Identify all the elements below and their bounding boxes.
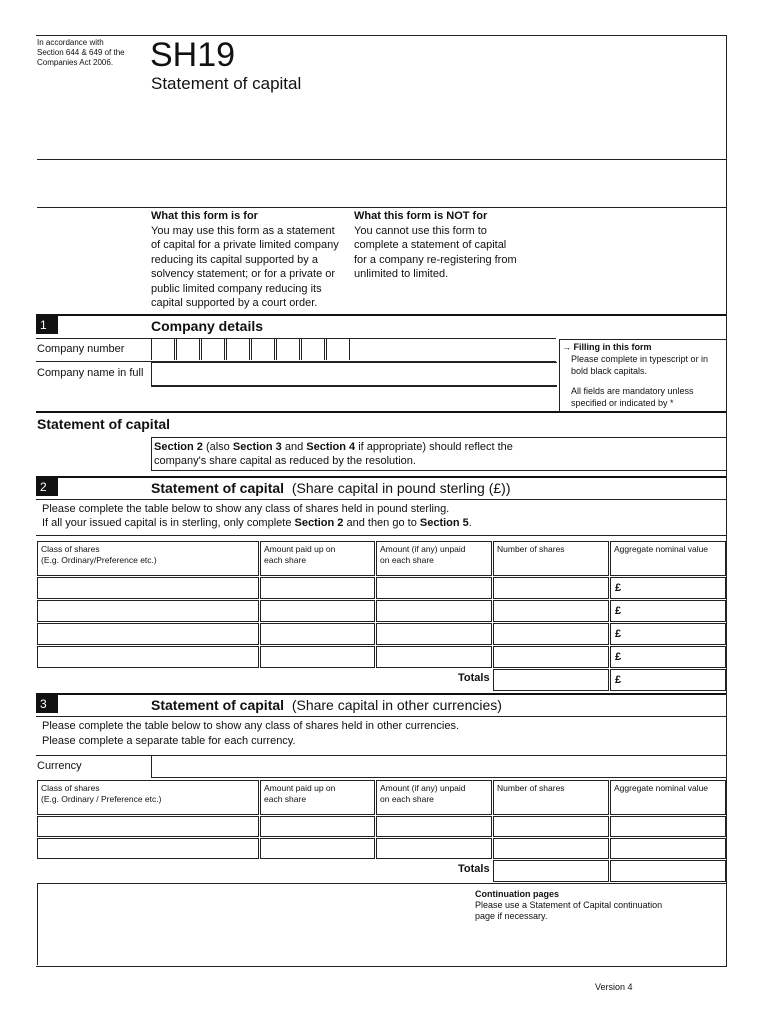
amount-unpaid-input[interactable]	[376, 600, 492, 622]
amount-paid-input[interactable]	[260, 838, 375, 859]
col-header-text: Amount (if any) unpaid	[380, 783, 466, 793]
class-of-shares-input[interactable]	[37, 646, 259, 668]
divider	[36, 535, 726, 536]
form-title: Statement of capital	[151, 74, 302, 93]
instruction-text: If all your issued capital is in sterling, only complete	[42, 517, 295, 529]
continuation-line: Please use a Statement of Capital continuation	[475, 900, 663, 910]
form-not-purpose-line: You cannot use this form to	[354, 224, 487, 237]
form-purpose-line: You may use this form as a statement	[151, 224, 335, 237]
amount-paid-input[interactable]	[260, 646, 375, 668]
guidance-box	[562, 341, 724, 409]
col-aggregate-nominal	[610, 541, 726, 576]
legal-note	[37, 38, 142, 68]
form-purpose-line: reducing its capital supported by a	[151, 253, 318, 266]
continuation-note	[475, 889, 715, 922]
guidance-line: Please complete in typescript or in	[571, 354, 709, 364]
company-number-digit[interactable]	[326, 338, 350, 360]
form-not-purpose	[354, 209, 554, 282]
continuation-line: page if necessary.	[475, 911, 548, 921]
form-purpose-line: capital supported by a court order.	[151, 297, 318, 309]
col-header-text: Number of shares	[497, 783, 565, 793]
form-code: SH19	[150, 36, 236, 74]
col-header-text: on each share	[380, 794, 434, 804]
divider	[36, 716, 726, 717]
statement-note	[151, 437, 726, 471]
form-not-purpose-title: What this form is NOT for	[354, 210, 488, 222]
pound-symbol: £	[615, 674, 622, 686]
col-number-of-shares	[493, 780, 609, 815]
col-header-text: each share	[264, 555, 307, 565]
section-title: Company details	[151, 318, 264, 334]
col-aggregate-nominal	[610, 780, 726, 815]
number-of-shares-input[interactable]	[493, 838, 609, 859]
company-number-digit[interactable]	[226, 338, 250, 360]
instruction: Please complete the table below to show any class of shares held in other currencies.	[42, 720, 460, 732]
company-number-digit[interactable]	[276, 338, 300, 360]
company-number-digit[interactable]	[301, 338, 325, 360]
amount-unpaid-input[interactable]	[376, 623, 492, 645]
amount-unpaid-input[interactable]	[376, 838, 492, 859]
amount-unpaid-input[interactable]	[376, 646, 492, 668]
version-label: Version 4	[595, 982, 633, 992]
col-header-text: Class of shares	[41, 783, 100, 793]
divider	[37, 159, 726, 160]
arrow-icon: →	[562, 342, 571, 352]
instruction: Please complete the table below to show any class of shares held in pound sterling.	[42, 503, 450, 515]
section-rule	[36, 314, 726, 316]
guidance-title: Filling in this form	[573, 342, 652, 352]
col-amount-unpaid	[376, 541, 492, 576]
aggregate-nominal-input[interactable]	[610, 600, 726, 622]
totals-label: Totals	[458, 863, 490, 875]
class-of-shares-input[interactable]	[37, 816, 259, 837]
section-rule	[36, 693, 726, 695]
divider	[151, 386, 557, 387]
legal-note-line: Companies Act 2006.	[37, 58, 114, 67]
instruction-ref: Section 2	[294, 517, 344, 529]
pound-symbol: £	[615, 628, 622, 640]
col-header-text: Amount (if any) unpaid	[380, 544, 466, 554]
currency-input[interactable]	[151, 756, 726, 778]
currency-label: Currency	[37, 760, 82, 772]
aggregate-nominal-input[interactable]	[610, 646, 726, 668]
amount-paid-input[interactable]	[260, 577, 375, 599]
col-header-text: (E.g. Ordinary / Preference etc.)	[41, 794, 162, 804]
total-number-of-shares[interactable]	[493, 669, 609, 691]
note-ref: Section 4	[306, 441, 356, 453]
col-class-of-shares	[37, 780, 259, 815]
note-ref: Section 3	[232, 441, 282, 453]
col-header-text: Amount paid up on	[264, 544, 336, 554]
total-number-of-shares[interactable]	[493, 860, 609, 882]
company-number-digit[interactable]	[151, 338, 175, 360]
form-purpose-title: What this form is for	[151, 210, 258, 222]
divider	[36, 499, 726, 500]
legal-note-line: Section 644 & 649 of the	[37, 48, 125, 57]
instruction	[42, 516, 472, 531]
col-number-of-shares	[493, 541, 609, 576]
col-header-text: on each share	[380, 555, 434, 565]
col-amount-paid	[260, 780, 375, 815]
statement-heading: Statement of capital	[37, 416, 171, 432]
col-header-text: Aggregate nominal value	[614, 544, 709, 554]
pound-symbol: £	[615, 605, 622, 617]
totals-label: Totals	[458, 672, 490, 684]
section-rule	[36, 411, 726, 413]
company-number-digit[interactable]	[176, 338, 200, 360]
number-of-shares-input[interactable]	[493, 577, 609, 599]
section-number: 3	[36, 695, 58, 713]
col-header-text: Amount paid up on	[264, 783, 336, 793]
note-ref: Section 2	[154, 441, 203, 453]
amount-unpaid-input[interactable]	[376, 816, 492, 837]
class-of-shares-input[interactable]	[37, 838, 259, 859]
col-header-text: each share	[264, 794, 307, 804]
instruction: Please complete a separate table for each currency.	[42, 735, 296, 747]
form-not-purpose-line: complete a statement of capital	[354, 239, 507, 251]
company-number-digit[interactable]	[201, 338, 225, 360]
section-title: Statement of capital	[151, 697, 285, 713]
form-purpose-line: of capital for a private limited company	[151, 239, 339, 251]
section-title: Statement of capital	[151, 480, 285, 496]
number-of-shares-input[interactable]	[493, 646, 609, 668]
col-amount-paid	[260, 541, 375, 576]
divider	[37, 207, 726, 208]
class-of-shares-input[interactable]	[37, 577, 259, 599]
instruction-text: .	[468, 517, 472, 529]
legal-note-line: In accordance with	[37, 38, 104, 47]
aggregate-nominal-input[interactable]	[610, 816, 726, 837]
aggregate-nominal-input[interactable]	[610, 623, 726, 645]
form-purpose	[151, 209, 346, 311]
total-aggregate-nominal[interactable]	[610, 860, 726, 882]
section-subtitle: (Share capital in pound sterling (£))	[291, 480, 511, 496]
guidance-line: All fields are mandatory unless	[571, 386, 694, 396]
form-purpose-line: solvency statement; or for a private or	[151, 268, 336, 280]
guidance-rule	[559, 339, 560, 411]
continuation-title: Continuation pages	[475, 889, 559, 899]
guidance-line: specified or indicated by *	[571, 398, 674, 408]
form-purpose-line: public limited company reducing its	[151, 282, 322, 295]
instruction-text: and then go to	[343, 517, 420, 529]
note-text: (also	[202, 441, 233, 453]
section-rule	[36, 476, 726, 478]
aggregate-nominal-input[interactable]	[610, 838, 726, 859]
note-text: if appropriate) should reflect the	[355, 441, 513, 453]
note-text: company's share capital as reduced by the resolution.	[154, 455, 416, 467]
amount-paid-input[interactable]	[260, 816, 375, 837]
col-header-text: (E.g. Ordinary/Preference etc.)	[41, 555, 157, 565]
col-header-text: Aggregate nominal value	[614, 783, 709, 793]
note-text: and	[281, 441, 307, 453]
company-name-input[interactable]	[151, 362, 557, 386]
number-of-shares-input[interactable]	[493, 816, 609, 837]
form-not-purpose-line: unlimited to limited.	[354, 268, 449, 280]
company-number-digit[interactable]	[251, 338, 275, 360]
instruction-ref: Section 5	[419, 517, 469, 529]
guidance-line: bold black capitals.	[571, 366, 648, 376]
pound-symbol: £	[615, 651, 622, 663]
col-header-text: Class of shares	[41, 544, 100, 554]
form-not-purpose-line: for a company re-registering from	[354, 253, 517, 266]
aggregate-nominal-input[interactable]	[610, 577, 726, 599]
col-class-of-shares	[37, 541, 259, 576]
number-of-shares-input[interactable]	[493, 600, 609, 622]
pound-symbol: £	[615, 582, 622, 594]
amount-paid-input[interactable]	[260, 623, 375, 645]
section-number: 1	[36, 316, 58, 334]
section-number: 2	[36, 478, 58, 496]
amount-paid-input[interactable]	[260, 600, 375, 622]
class-of-shares-input[interactable]	[37, 623, 259, 645]
col-amount-unpaid	[376, 780, 492, 815]
section-subtitle: (Share capital in other currencies)	[291, 697, 502, 713]
class-of-shares-input[interactable]	[37, 600, 259, 622]
guidance-rule	[559, 339, 726, 340]
company-name-label: Company name in full	[37, 367, 144, 379]
company-number-label: Company number	[37, 343, 125, 355]
company-number-input[interactable]	[151, 338, 351, 361]
number-of-shares-input[interactable]	[493, 623, 609, 645]
amount-unpaid-input[interactable]	[376, 577, 492, 599]
total-aggregate-nominal[interactable]	[610, 669, 726, 691]
col-header-text: Number of shares	[497, 544, 565, 554]
